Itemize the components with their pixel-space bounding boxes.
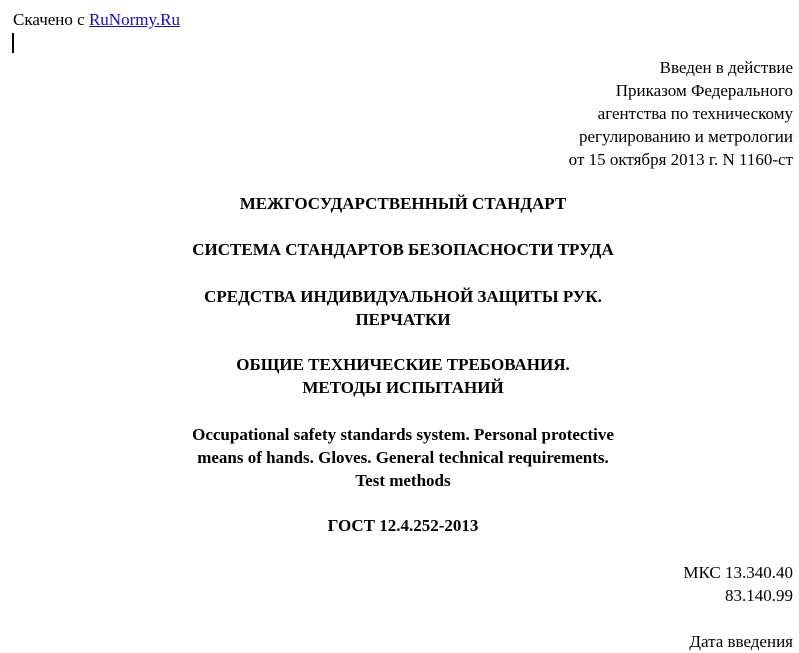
enactment-line: Введен в действие: [659, 58, 793, 77]
source-line: [13, 9, 180, 31]
system-heading: СИСТЕМА СТАНДАРТОВ БЕЗОПАСНОСТИ ТРУДА: [192, 240, 614, 259]
introduction-date-label: Дата введения: [689, 632, 793, 651]
enactment-block: [569, 56, 793, 171]
title-line: ПЕРЧАТКИ: [355, 310, 451, 329]
subtitle-line: МЕТОДЫ ИСПЫТАНИЙ: [302, 378, 504, 397]
enactment-line: Приказом Федерального: [615, 81, 793, 100]
english-title-line: Test methods: [355, 471, 451, 490]
source-prefix: Скачено с: [13, 10, 85, 29]
classification-line: МКС 13.340.40: [683, 563, 793, 582]
english-title-line: Occupational safety standards system. Personal protective: [192, 425, 614, 444]
subtitle-line: ОБЩИЕ ТЕХНИЧЕСКИЕ ТРЕБОВАНИЯ.: [236, 355, 570, 374]
gost-number: ГОСТ 12.4.252-2013: [327, 516, 479, 535]
runormy-link[interactable]: RuNormy.Ru: [88, 10, 180, 29]
classification-line: 83.140.99: [725, 586, 793, 605]
title-line: СРЕДСТВА ИНДИВИДУАЛЬНОЙ ЗАЩИТЫ РУК.: [204, 287, 602, 306]
enactment-line: агентства по техническому: [597, 104, 793, 123]
enactment-line: регулированию и метрологии: [578, 127, 793, 146]
enactment-line: от 15 октября 2013 г. N 1160-ст: [568, 150, 793, 169]
document-subtitle: [0, 353, 799, 399]
english-title: [0, 423, 799, 492]
classification-codes: [683, 561, 793, 607]
english-title-line: means of hands. Gloves. General technical requirements.: [197, 448, 609, 467]
interstate-standard-heading: МЕЖГОСУДАРСТВЕННЫЙ СТАНДАРТ: [239, 194, 567, 213]
document-title: [0, 285, 799, 331]
text-caret: [12, 33, 14, 53]
